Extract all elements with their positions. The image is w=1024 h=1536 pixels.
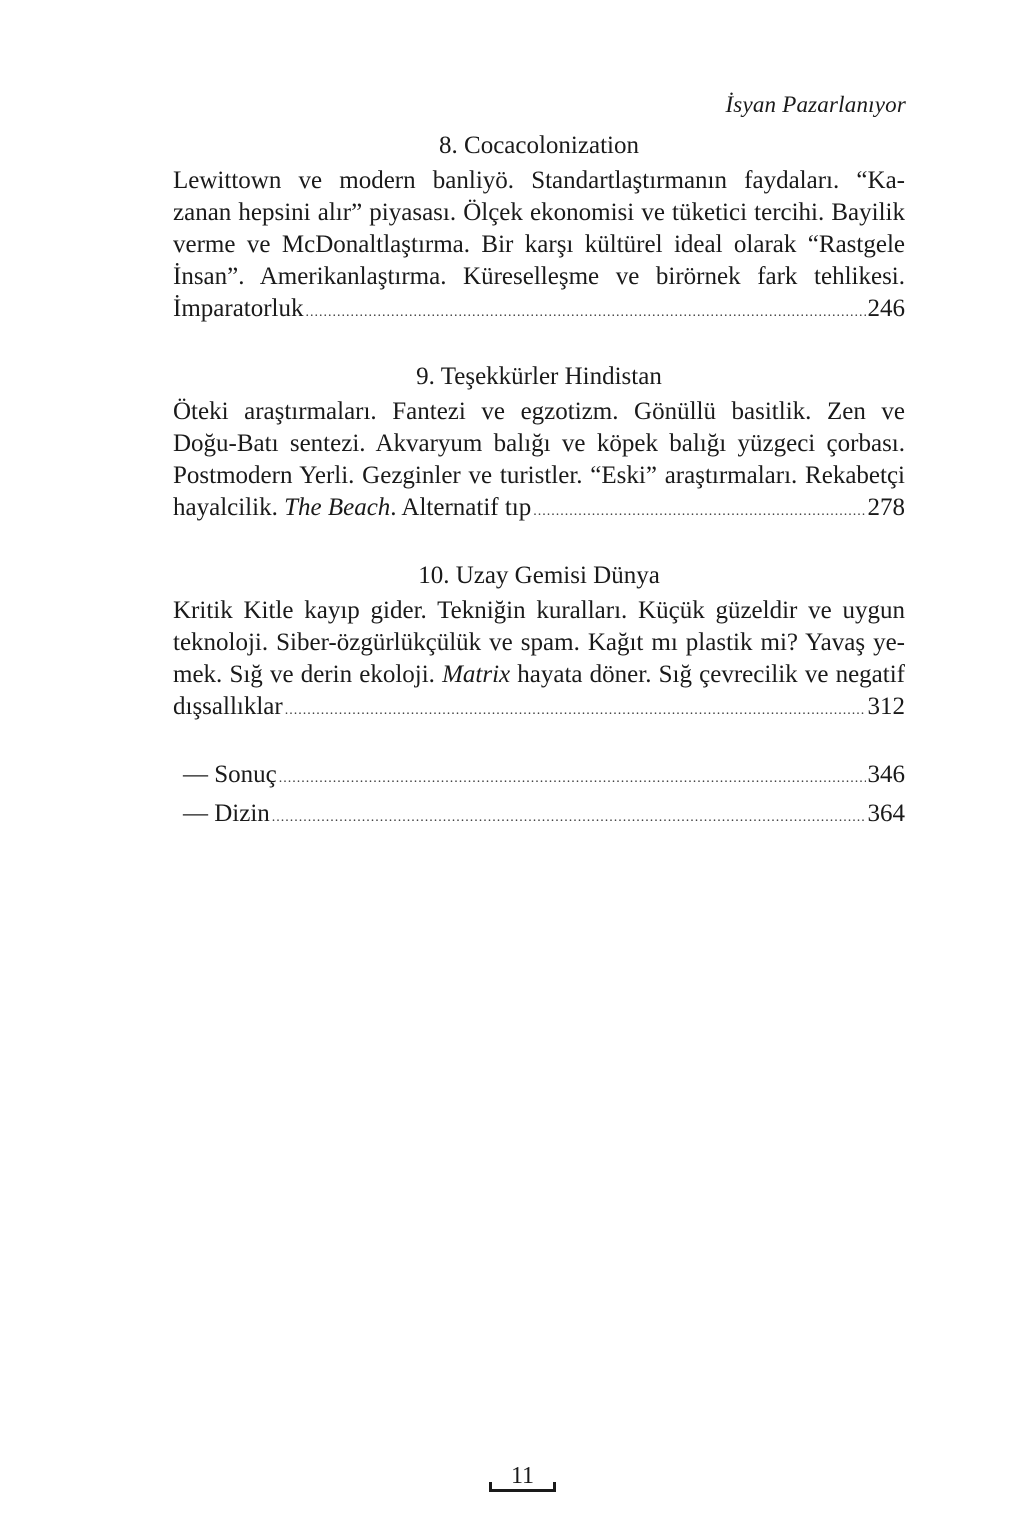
page-number-ref: 364 [867,800,905,827]
dot-leader [306,297,866,329]
dot-leader [533,496,865,528]
italic-title: Matrix [442,661,511,688]
folio-rule-tick-left [489,1482,492,1492]
entry-label: — Sonuç [183,761,277,788]
toc-entry-leader [173,293,905,329]
summary-line: Kritik Kitle kayıp gider. Tekniğin kuralları. Küçük güzeldir ve uygun [173,597,905,624]
toc-entry-conclusion [183,759,905,795]
summary-line: zanan hepsini alır” piyasası. Ölçek ekonomisi ve tüketici tercihi. Bayilik [173,199,905,226]
folio-number: 11 [510,1463,535,1489]
toc-entry-leader [173,691,905,727]
dot-leader [285,695,866,727]
entry-label: — Dizin [183,800,270,827]
chapter-title: 10. Uzay Gemisi Dünya [418,562,660,589]
italic-title: The Beach [284,494,391,521]
chapter-summary [173,595,905,691]
chapter-summary [173,165,905,293]
page-number-ref: 312 [867,693,905,720]
toc-entry-index [183,798,905,834]
dot-leader [272,802,866,834]
running-header: İsyan Pazarlanıyor [725,92,906,117]
folio-rule-tick-right [553,1482,556,1492]
summary-line: teknoloji. Siber-özgürlükçülük ve spam. Kağıt mı plastik mi? Yavaş ye- [173,629,905,656]
text-run: hayata döner. Sığ çevrecilik ve negatif [510,661,905,688]
page-number-ref: 278 [867,494,905,521]
page-footer [489,1462,556,1492]
summary-line: verme ve McDonaltlaştırma. Bir karşı kültürel ideal olarak “Rastgele [173,231,905,258]
text-run: hayalcilik. [173,494,285,521]
folio-rule [489,1489,556,1492]
dot-leader [279,763,866,795]
summary-line: Postmodern Yerli. Gezginler ve turistler. “Eski” araştırmaları. Rekabetçi [173,462,905,489]
text-run: mek. Sığ ve derin ekoloji. [173,661,443,688]
summary-line: İnsan”. Amerikanlaştırma. Küreselleşme ve birörnek fark tehlikesi. [173,263,905,290]
table-of-contents [173,130,905,837]
toc-chapter-8 [173,130,905,329]
toc-backmatter [173,759,905,834]
chapter-title: 9. Teşekkürler Hindistan [416,363,662,390]
page-number-ref: 246 [867,295,905,322]
summary-line [173,659,905,691]
summary-last-line: İmparatorluk [173,295,304,322]
summary-last-line [173,492,531,524]
chapter-title: 8. Cocacolonization [439,132,639,159]
summary-line: Doğu-Batı sentezi. Akvaryum balığı ve köpek balığı yüzgeci çorbası. [173,430,905,457]
text-run: . Alternatif tıp [390,494,532,521]
toc-chapter-10 [173,560,905,727]
toc-entry-leader [173,492,905,528]
summary-line: Lewittown ve modern banliyö. Standartlaştırmanın faydaları. “Ka- [173,167,905,194]
chapter-summary [173,396,905,492]
toc-chapter-9 [173,361,905,528]
summary-last-line: dışsallıklar [173,693,283,720]
page-number-ref: 346 [867,761,905,788]
summary-line: Öteki araştırmaları. Fantezi ve egzotizm. Gönüllü basitlik. Zen ve [173,398,905,425]
